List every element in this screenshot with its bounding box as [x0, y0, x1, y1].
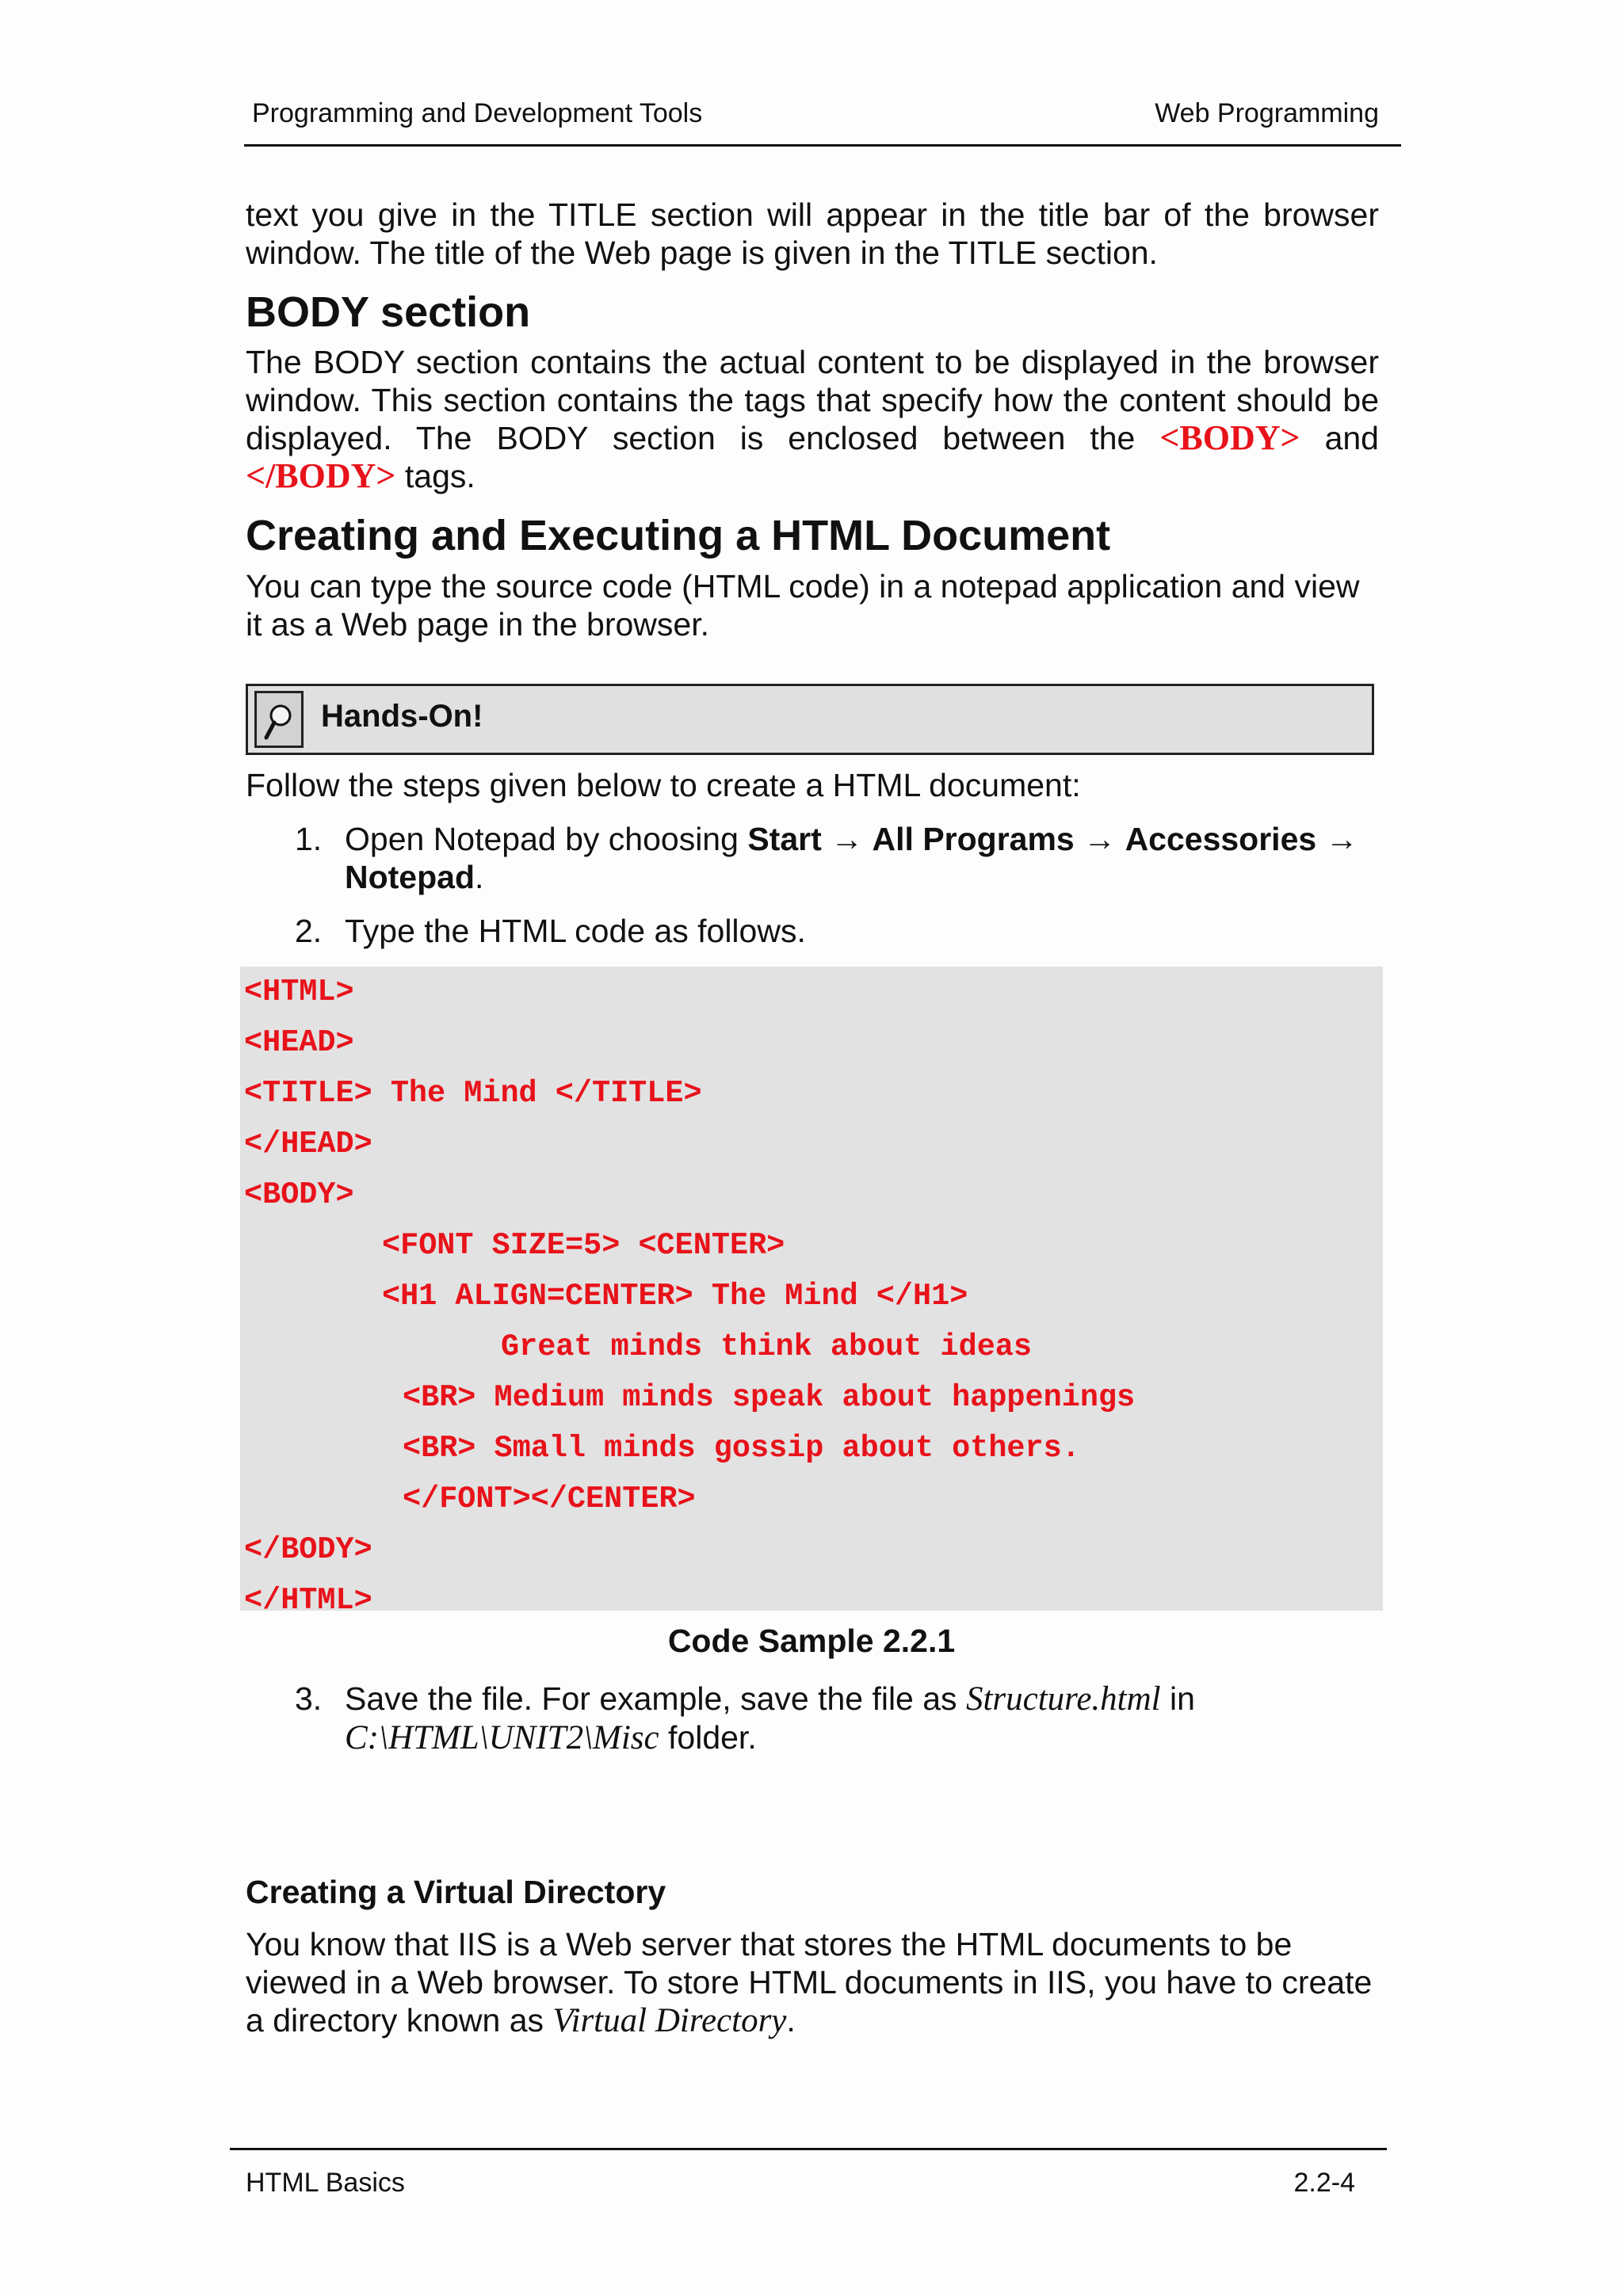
code-sample-caption: Code Sample 2.2.1 [667, 1623, 956, 1659]
page-number: 2.2-4 [1293, 2168, 1355, 2198]
steps-intro: Follow the steps given below to create a HTML document: [246, 767, 1081, 803]
code-line: <FONT SIZE=5> <CENTER> [382, 1228, 785, 1263]
body-open-tag: <BODY> [1159, 418, 1300, 457]
steps-list-b [246, 1680, 1379, 1757]
header-right: Web Programming [1155, 98, 1379, 128]
menu-notepad: Notepad [345, 859, 475, 895]
virtual-directory-paragraph: You know that IIS is a Web server that stores the HTML documents to be viewed in a Web browser. To store HTML documents in IIS, you have to create a directory known as Virtual Directory. [246, 1926, 1373, 2039]
code-line: <TITLE> The Mind </TITLE> [244, 1076, 702, 1111]
creating-section-paragraph: You can type the source code (HTML code) in a notepad application and view it as a Web page in the browser. [246, 568, 1360, 643]
virtual-directory-term: Virtual Directory [552, 2002, 787, 2039]
code-line: <H1 ALIGN=CENTER> The Mind </H1> [382, 1279, 968, 1314]
magnifier-icon [254, 691, 304, 748]
code-line: <BR> Small minds gossip about others. [403, 1431, 1080, 1466]
step-1: 1. Open Notepad by choosing Start → All Programs → Accessories → Notepad. [295, 821, 1358, 895]
code-sample-box [240, 967, 1383, 1618]
steps-list-a [246, 820, 1379, 950]
code-line: </FONT></CENTER> [403, 1482, 696, 1516]
code-line: </BODY> [244, 1532, 372, 1567]
arrow-icon: → [1083, 821, 1117, 857]
footer-rule [230, 2148, 1387, 2150]
code-line: Great minds think about ideas [501, 1329, 1033, 1364]
menu-accessories: Accessories [1125, 821, 1317, 857]
step-2: 2. Type the HTML code as follows. [295, 913, 806, 949]
header-rule [244, 144, 1401, 147]
menu-all-programs: All Programs [872, 821, 1075, 857]
code-line: </HEAD> [244, 1127, 372, 1161]
footer-left: HTML Basics [246, 2168, 405, 2198]
code-line: <BODY> [244, 1177, 354, 1212]
intro-paragraph: text you give in the TITLE section will appear in the title bar of the browser window. The title of the Web page is given in the TITLE section. [246, 196, 1379, 271]
step-3: 3. Save the file. For example, save the file as Structure.html in C:\HTML\UNIT2\Misc folder. [295, 1680, 1195, 1756]
code-line: </HTML> [244, 1583, 372, 1618]
menu-start: Start [747, 821, 822, 857]
hands-on-label: Hands-On! [321, 699, 483, 734]
virtual-directory-heading: Creating a Virtual Directory [246, 1874, 666, 1910]
header-left: Programming and Development Tools [252, 98, 703, 128]
file-name: Structure.html [965, 1680, 1161, 1718]
code-line: <BR> Medium minds speak about happenings [403, 1380, 1136, 1415]
code-line: <HEAD> [244, 1025, 354, 1060]
arrow-icon: → [831, 821, 864, 857]
code-line: <HTML> [244, 974, 354, 1009]
body-section-heading: BODY section [246, 288, 531, 336]
body-close-tag: </BODY> [246, 456, 396, 495]
arrow-icon: → [1325, 821, 1358, 857]
creating-section-heading: Creating and Executing a HTML Document [246, 512, 1111, 559]
folder-path: C:\HTML\UNIT2\Misc [345, 1719, 659, 1756]
body-section-paragraph: The BODY section contains the actual content to be displayed in the browser window. This section contains the tags that specify how the content should be displayed. The BODY section is enclosed between the <BODY> and </BODY> tags. [246, 344, 1379, 495]
hands-on-box [246, 684, 1374, 755]
